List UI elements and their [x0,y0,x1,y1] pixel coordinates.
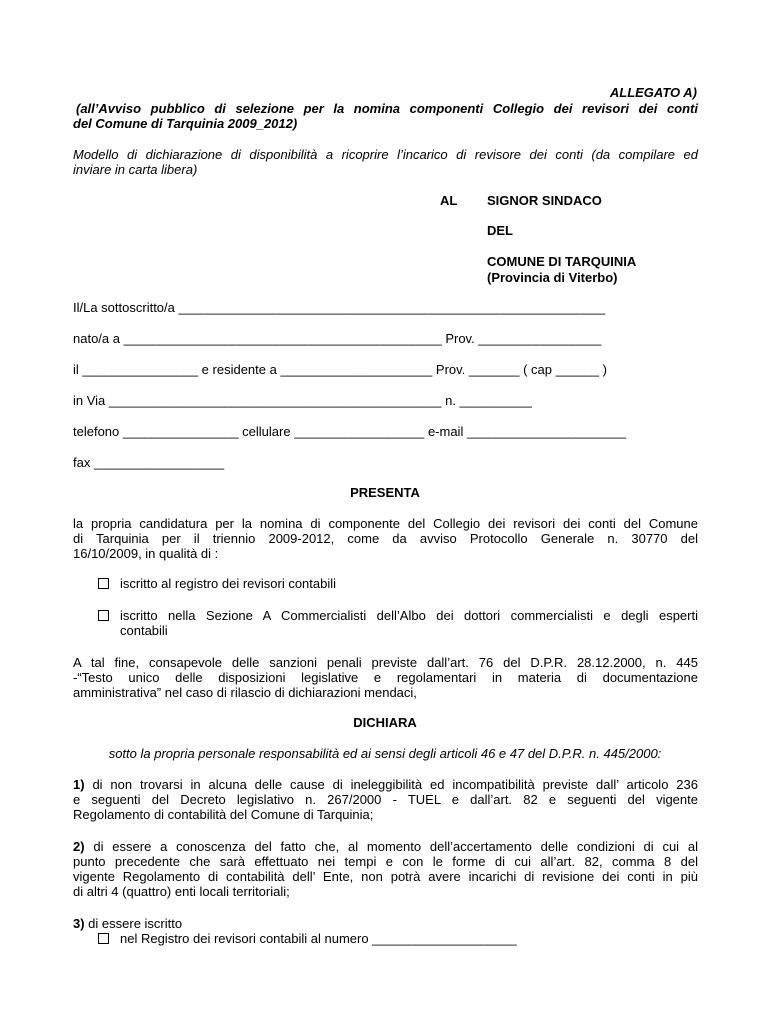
field-fax[interactable]: fax __________________ [73,455,225,470]
point2-number: 2) [73,839,85,854]
point2-line3: vigente Regolamento di contabilità dell’ Ente, non potrà avere incarichi di revisione dei conti in più [73,869,698,884]
premise-line3: amministrativa” nel caso di rilascio di dichiarazioni mendaci, [73,685,417,700]
option-registro-checkbox[interactable] [98,576,109,592]
dichiara-heading: DICHIARA [353,715,417,730]
field-nato[interactable]: nato/a a ____________________________________________ Prov. _________________ [73,331,602,346]
header-subtitle-line1: (all’Avviso pubblico di selezione per la nomina componenti Collegio dei revisori dei conti [76,101,698,116]
option-albo-label-line1: iscritto nella Sezione A Commercialisti dell’Albo dei dottori commercialisti e degli esperti [120,608,698,623]
point2-line1: 2) di essere a conoscenza del fatto che, al momento dell’accertamento delle condizioni di cui al [73,839,698,854]
presenta-heading: PRESENTA [350,485,420,500]
point2-line4: di altri 4 (quattro) enti locali territoriali; [73,884,290,899]
point3-checkbox[interactable] [98,931,109,947]
point3-number: 3) [73,916,85,931]
field-contatti[interactable]: telefono ________________ cellulare __________________ e-mail ______________________ [73,424,627,439]
field-via[interactable]: in Via ______________________________________________ n. __________ [73,393,532,408]
presenta-text-line1: la propria candidatura per la nomina di componente del Collegio dei revisori dei conti del Comune [73,516,698,531]
point3-line1: 3) di essere iscritto [73,916,183,931]
addressee-line4: (Provincia di Viterbo) [487,270,618,285]
premise-line1: A tal fine, consapevole delle sanzioni penali previste dall’art. 76 del D.P.R. 28.12.2000, n. 445 [73,655,698,670]
header-subtitle-line2: del Comune di Tarquinia 2009_2012) [73,116,298,131]
option-albo-label-line2: contabili [120,623,168,638]
presenta-text-line2: di Tarquinia per il triennio 2009-2012, come da avviso Protocollo Generale n. 30770 del [73,531,698,546]
field-residenza[interactable]: il ________________ e residente a _____________________ Prov. _______ ( cap ______ ) [73,362,607,377]
option-albo-checkbox[interactable] [98,608,109,624]
addressee-line2: DEL [487,223,513,238]
premise-line2: -“Testo unico delle disposizioni legislative e regolamentari in materia di documentazione [73,670,698,685]
model-description-line2: inviare in carta libera) [73,162,198,177]
option-registro-label: iscritto al registro dei revisori contabili [120,576,337,591]
dichiara-intro: sotto la propria personale responsabilità ed ai sensi degli articoli 46 e 47 del D.P.R. n. 445/2000: [108,746,662,761]
addressee-al: AL [440,193,458,208]
allegato-label: ALLEGATO A) [609,85,697,100]
addressee-line1: SIGNOR SINDACO [487,193,602,208]
presenta-text-line3: 16/10/2009, in qualità di : [73,546,219,561]
point1-number: 1) [73,777,85,792]
point1-line1: 1) di non trovarsi in alcuna delle cause di ineleggibilità ed incompatibilità previste dall’ articolo 236 [73,777,698,792]
addressee-line3: COMUNE DI TARQUINIA [487,254,637,269]
point3-registro-label[interactable]: nel Registro dei revisori contabili al numero ____________________ [120,931,517,946]
model-description-line1: Modello di dichiarazione di disponibilità a ricoprire l’incarico di revisore dei conti (da compilare ed [73,147,698,162]
field-sottoscritto[interactable]: Il/La sottoscritto/a ___________________________________________________________ [73,300,606,315]
point1-line2: e seguenti del Decreto legislativo n. 267/2000 - TUEL e dall’art. 82 e seguenti del vigente [73,792,698,807]
point2-line2: punto precedente che sarà effettuato nei tempi e con le forme di cui all’art. 82, comma 8 del [73,854,698,869]
point1-line3: Regolamento di contabilità del Comune di Tarquinia; [73,807,374,822]
